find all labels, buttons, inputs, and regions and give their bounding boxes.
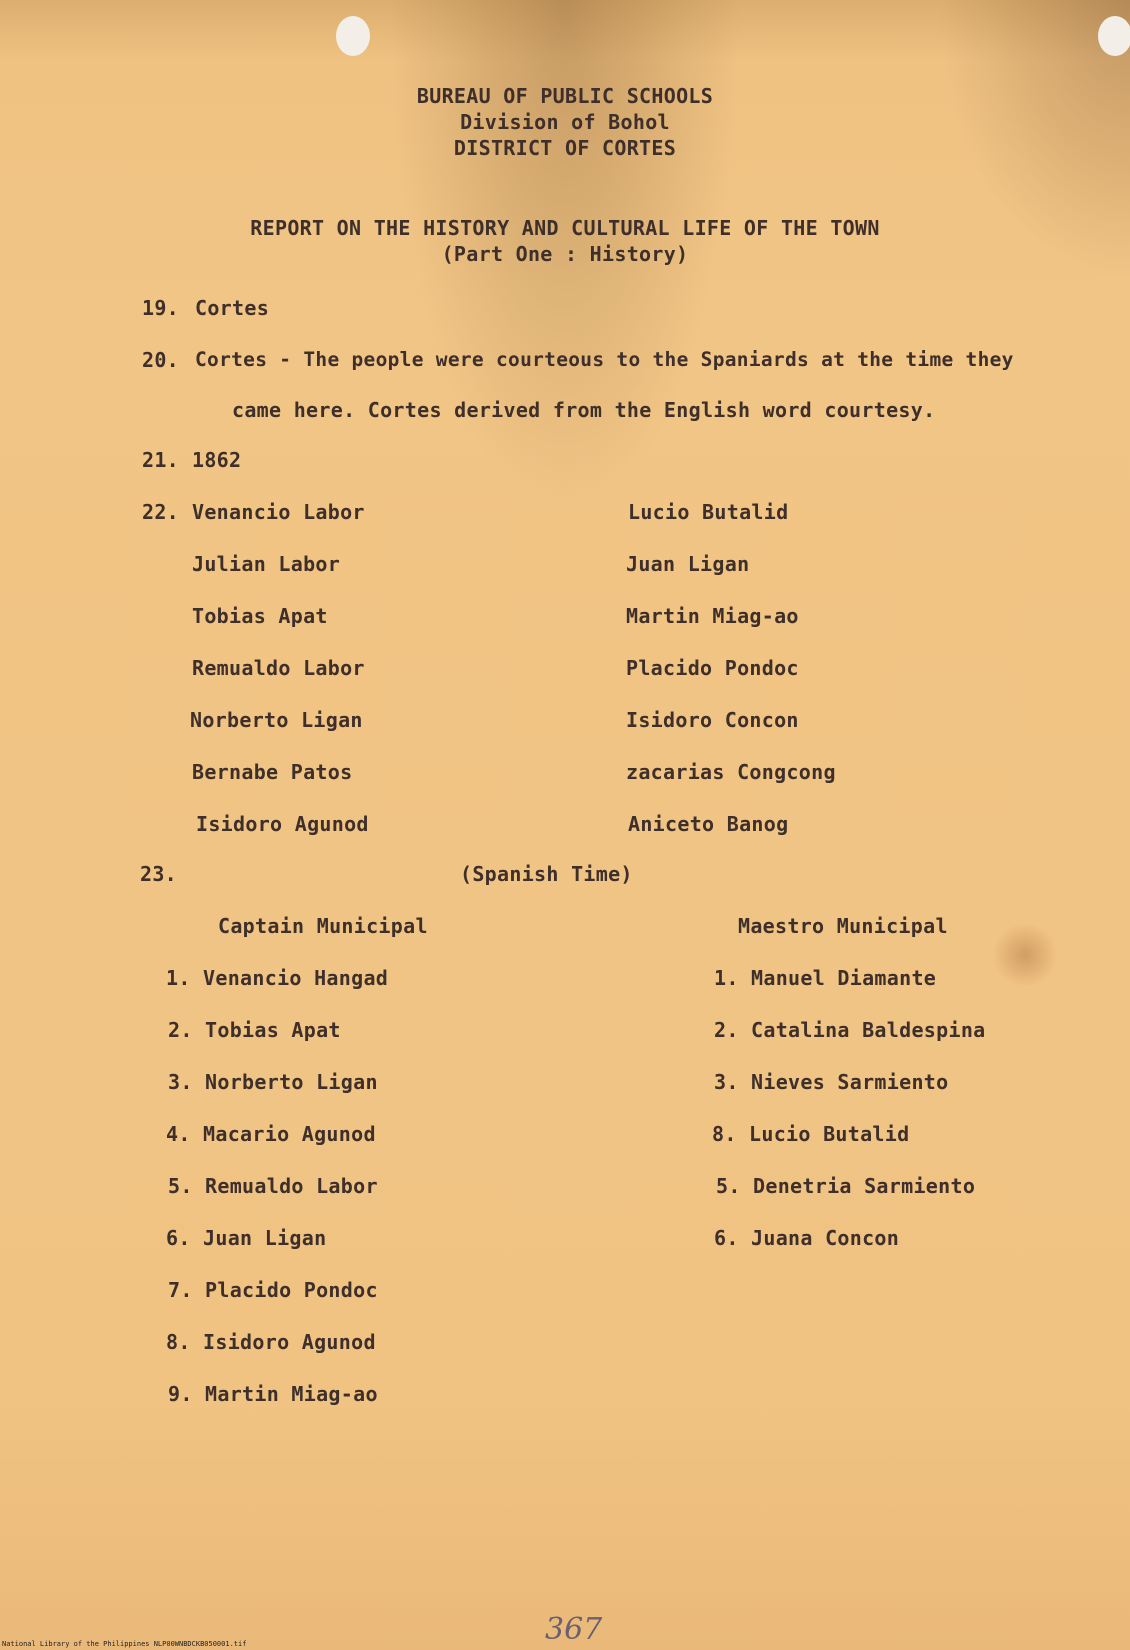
- captain-list-item: 2. Tobias Apat: [168, 1018, 341, 1042]
- maestro-list-item: 5. Denetria Sarmiento: [716, 1174, 976, 1198]
- name-list-item: Isidoro Concon: [626, 708, 799, 732]
- item-number-23: 23.: [140, 862, 178, 886]
- punch-hole: [1098, 16, 1130, 56]
- item-number-20: 20.: [142, 348, 180, 372]
- name-list-item: Julian Labor: [192, 552, 341, 576]
- captain-list-item: 4. Macario Agunod: [166, 1122, 376, 1146]
- report-subtitle: (Part One : History): [441, 242, 689, 266]
- name-list-item: zacarias Congcong: [626, 760, 836, 784]
- captain-list-item: 6. Juan Ligan: [166, 1226, 327, 1250]
- name-list-item: Aniceto Banog: [628, 812, 789, 836]
- maestro-list-item: 3. Nieves Sarmiento: [714, 1070, 949, 1094]
- captain-list-item: 9. Martin Miag-ao: [168, 1382, 378, 1406]
- maestro-list-item: 6. Juana Concon: [714, 1226, 900, 1250]
- maestro-list-item: 2. Catalina Baldespina: [714, 1018, 986, 1042]
- name-list-item: Remualdo Labor: [192, 656, 365, 680]
- item-20-answer-line2: came here. Cortes derived from the English word courtesy.: [232, 398, 936, 422]
- maestro-list-item: 1. Manuel Diamante: [714, 966, 937, 990]
- item-19-answer: Cortes: [195, 296, 270, 320]
- item-21-answer: 1862: [192, 448, 242, 472]
- captain-list-item: 8. Isidoro Agunod: [166, 1330, 376, 1354]
- item-number-22: 22.: [142, 500, 180, 524]
- name-list-item: Placido Pondoc: [626, 656, 799, 680]
- name-list-item: Tobias Apat: [192, 604, 328, 628]
- item-20-answer-line1: Cortes - The people were courteous to the Spaniards at the time they: [195, 348, 1014, 371]
- punch-hole: [336, 16, 370, 56]
- name-list-item: Bernabe Patos: [192, 760, 353, 784]
- division-title: Division of Bohol: [460, 110, 670, 134]
- item-number-21: 21.: [142, 448, 180, 472]
- archive-footer: National Library of the Philippines NLP00WNBDCKB050001.tif: [2, 1640, 247, 1648]
- bureau-title: BUREAU OF PUBLIC SCHOOLS: [416, 84, 714, 108]
- maestro-list-item: 8. Lucio Butalid: [712, 1122, 910, 1146]
- captain-list-item: 7. Placido Pondoc: [168, 1278, 378, 1302]
- item-number-19: 19.: [142, 296, 180, 320]
- district-title: DISTRICT OF CORTES: [453, 136, 677, 160]
- name-list-item: Martin Miag-ao: [626, 604, 799, 628]
- name-list-item: Juan Ligan: [626, 552, 750, 576]
- report-title: REPORT ON THE HISTORY AND CULTURAL LIFE OF THE TOWN: [250, 216, 880, 240]
- name-list-item: Venancio Labor: [192, 500, 365, 524]
- captain-list-item: 5. Remualdo Labor: [168, 1174, 378, 1198]
- name-list-item: Norberto Ligan: [190, 708, 363, 732]
- spanish-time-heading: (Spanish Time): [460, 862, 633, 886]
- stain: [990, 925, 1060, 985]
- name-list-item: Lucio Butalid: [628, 500, 789, 524]
- captain-list-item: 3. Norberto Ligan: [168, 1070, 378, 1094]
- name-list-item: Isidoro Agunod: [196, 812, 369, 836]
- captain-list-item: 1. Venancio Hangad: [166, 966, 389, 990]
- page-number: 367: [545, 1612, 603, 1647]
- captain-municipal-heading: Captain Municipal: [218, 914, 428, 938]
- maestro-municipal-heading: Maestro Municipal: [738, 914, 948, 938]
